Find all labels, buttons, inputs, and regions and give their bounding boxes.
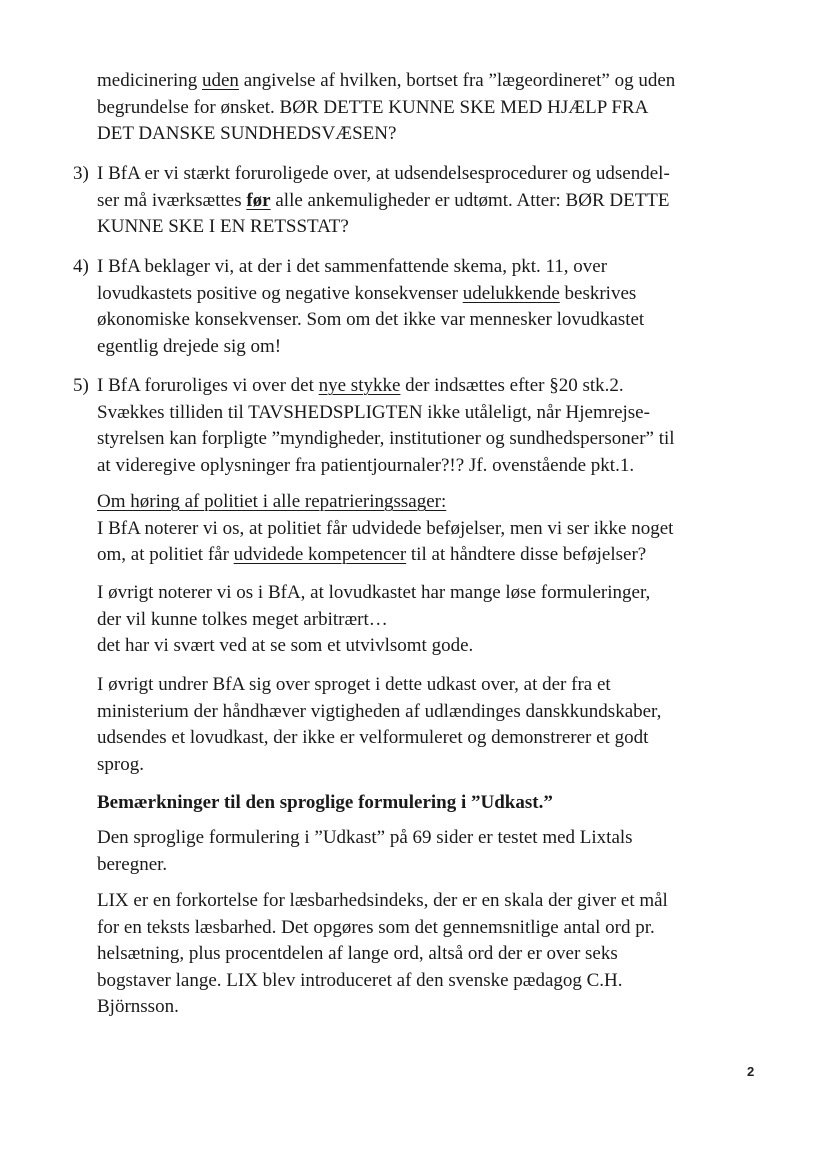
text-line: begrundelse for ønsket. BØR DETTE KUNNE SKE MED HJÆLP FRA bbox=[97, 96, 649, 118]
text-line: helsætning, plus procentdelen af lange ord, altså ord der er over seks bbox=[97, 943, 618, 964]
underlined-word: udelukkende bbox=[462, 282, 560, 304]
list-number: 5) bbox=[73, 375, 89, 396]
text-line: KUNNE SKE I EN RETSSTAT? bbox=[97, 216, 349, 237]
text-line: styrelsen kan forpligte ”myndigheder, institutioner og sundhedspersoner” til bbox=[97, 428, 675, 449]
text-line: Den sproglige formulering i ”Udkast” på 69 sider er testet med Lixtals bbox=[97, 827, 633, 848]
text-line: sprog. bbox=[97, 753, 144, 775]
list-number: 3) bbox=[73, 163, 89, 184]
text-line: udsendes et lovudkast, der ikke er velformuleret og demonstrerer et godt bbox=[97, 727, 649, 748]
bold-underlined-word: før bbox=[246, 189, 271, 211]
section-heading: Om høring af politiet i alle repatrieringssager: bbox=[97, 491, 447, 512]
text-line: LIX er en forkortelse for læsbarhedsindeks, der er en skala der giver et mål bbox=[97, 890, 668, 911]
text-line: I øvrigt undrer BfA sig over sproget i dette udkast over, at der fra et bbox=[97, 674, 611, 695]
text-line: ministerium der håndhæver vigtigheden af udlændinges danskkundskaber, bbox=[97, 700, 662, 722]
text-line: det har vi svært ved at se som et utvivlsomt gode. bbox=[97, 635, 474, 656]
formulations-paragraph bbox=[97, 580, 650, 660]
language-paragraph bbox=[97, 672, 661, 778]
text-line: Björnsson. bbox=[97, 996, 179, 1017]
text-line: I BfA noterer vi os, at politiet får udvidede beføjelser, men vi ser ikke noget bbox=[97, 517, 674, 539]
page-number: 2 bbox=[747, 1064, 755, 1079]
text-line: I øvrigt noterer vi os i BfA, at lovudkastet har mange løse formuleringer, bbox=[97, 582, 651, 603]
list-item-4 bbox=[73, 254, 644, 360]
text-line: om, at politiet får udvidede kompetencer til at håndtere disse beføjelser? bbox=[97, 544, 647, 565]
text-line: økonomiske konsekvenser. Som om det ikke var mennesker lovudkastet bbox=[97, 309, 645, 330]
underlined-phrase: nye stykke bbox=[318, 375, 401, 396]
text-line: egentlig drejede sig om! bbox=[97, 335, 282, 357]
list-item-5 bbox=[73, 373, 675, 479]
remarks-paragraph-1 bbox=[97, 825, 633, 878]
text-line: I BfA beklager vi, at der i det sammenfattende skema, pkt. 11, over bbox=[97, 256, 608, 277]
continuation-paragraph bbox=[97, 68, 675, 148]
police-section bbox=[97, 489, 673, 569]
text-line: beregner. bbox=[97, 853, 168, 875]
list-number: 4) bbox=[73, 256, 89, 277]
underlined-word: uden bbox=[202, 70, 239, 91]
text-line: lovudkastets positive og negative konsekvenser udelukkende beskrives bbox=[97, 282, 637, 304]
text-line: ser må iværksættes før alle ankemuligheder er udtømt. Atter: BØR DETTE bbox=[97, 189, 670, 211]
underlined-phrase: udvidede kompetencer bbox=[233, 544, 407, 565]
section-heading: Bemærkninger til den sproglige formulering i ”Udkast.” bbox=[97, 792, 553, 813]
text-line: at videregive oplysninger fra patientjournaler?!? Jf. ovenstående pkt.1. bbox=[97, 454, 635, 476]
text-line: bogstaver lange. LIX blev introduceret af den svenske pædagog C.H. bbox=[97, 969, 623, 991]
list-item-3 bbox=[73, 161, 670, 241]
remarks-heading bbox=[97, 790, 553, 817]
text-line: Svækkes tilliden til TAVSHEDSPLIGTEN ikke utåleligt, når Hjemrejse- bbox=[97, 401, 650, 423]
text-line: DET DANSKE SUNDHEDSVÆSEN? bbox=[97, 123, 397, 144]
text-line: medicinering uden angivelse af hvilken, bortset fra ”lægeordineret” og uden bbox=[97, 70, 676, 91]
text-line: der vil kunne tolkes meget arbitrært… bbox=[97, 608, 388, 630]
text-line: I BfA foruroliges vi over det nye stykke der indsættes efter §20 stk.2. bbox=[97, 375, 624, 396]
text-line: for en teksts læsbarhed. Det opgøres som det gennemsnitlige antal ord pr. bbox=[97, 916, 655, 938]
remarks-paragraph-2 bbox=[97, 888, 668, 1021]
text-line: I BfA er vi stærkt foruroligede over, at udsendelsesprocedurer og udsendel- bbox=[97, 163, 670, 184]
